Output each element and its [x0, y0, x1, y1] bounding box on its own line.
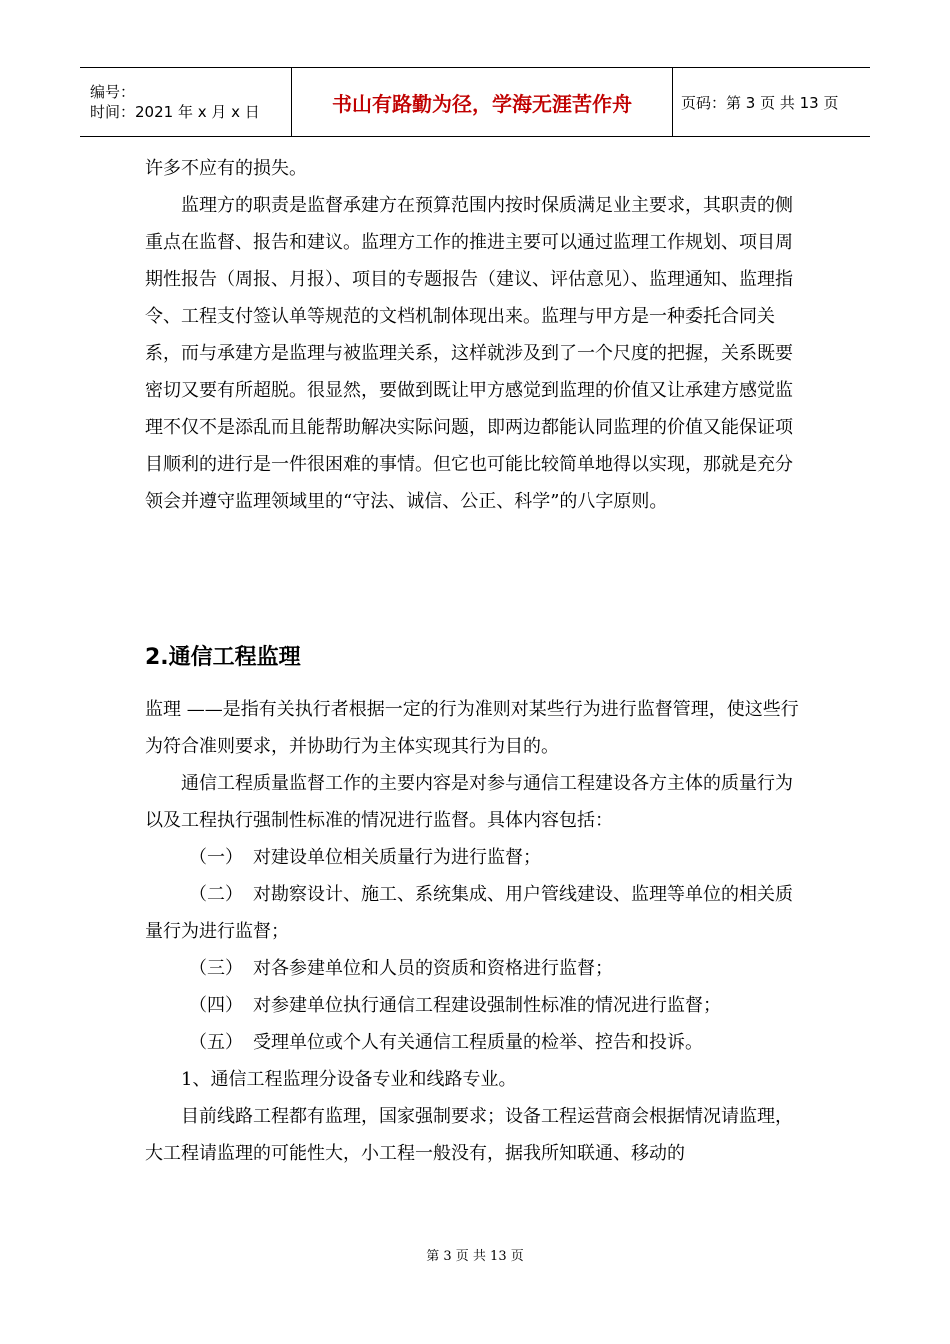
list-item: （三） 对各参建单位和人员的资质和资格进行监督；	[189, 958, 613, 979]
list-item: （一） 对建设单位相关质量行为进行监督；	[189, 847, 541, 868]
header-page-info: 页码：第 3 页 共 13 页	[673, 68, 871, 137]
document-header	[80, 67, 870, 137]
date-label: 时间：2021 年 x 月 x 日	[90, 103, 260, 121]
document-body	[145, 150, 810, 1172]
header-motto: 书山有路勤为径，学海无涯苦作舟	[292, 68, 673, 137]
paragraph: 监理方的职责是监督承建方在预算范围内按时保质满足业主要求，其职责的侧重点在监督、报告和建议。监理方工作的推进主要可以通过监理工作规划、项目周期性报告（周报、月报）、项目的专题报告（建议、评估意见）、监理通知、监理指令、工程支付签认单等规范的文档机制体现出来。监理与甲方是一种委托合同关系，而与承建方是监理与被监理关系，这样就涉及到了一个尺度的把握，关系既要密切又要有所超脱。很显然，要做到既让甲方感觉到监理的价值又让承建方感觉监理不仅不是添乱而且能帮助解决实际问题，即两边都能认同监理的价值又能保证项目顺利的进行是一件很困难的事情。但它也可能比较简单地得以实现，那就是充分领会并遵守监理领域里的“守法、诚信、公正、科学”的八字原则。	[145, 195, 793, 512]
paragraph: 许多不应有的损失。	[145, 158, 307, 179]
paragraph: 通信工程质量监督工作的主要内容是对参与通信工程建设各方主体的质量行为以及工程执行强制性标准的情况进行监督。具体内容包括：	[145, 773, 793, 831]
list-item: （五） 受理单位或个人有关通信工程质量的检举、控告和投诉。	[189, 1032, 703, 1053]
header-meta	[80, 68, 292, 137]
number-label: 编号：	[90, 83, 136, 101]
section-heading: 2.通信工程监理	[145, 645, 301, 670]
paragraph: 监理 ——是指有关执行者根据一定的行为准则对某些行为进行监督管理，使这些行为符合准则要求，并协助行为主体实现其行为目的。	[145, 699, 799, 757]
list-item: （二） 对勘察设计、施工、系统集成、用户管线建设、监理等单位的相关质量行为进行监督；	[145, 884, 793, 942]
paragraph: 目前线路工程都有监理，国家强制要求；设备工程运营商会根据情况请监理，大工程请监理的可能性大，小工程一般没有，据我所知联通、移动的	[145, 1106, 793, 1164]
paragraph: 1、通信工程监理分设备专业和线路专业。	[181, 1069, 517, 1090]
page-footer: 第 3 页 共 13 页	[426, 1249, 524, 1264]
list-item: （四） 对参建单位执行通信工程建设强制性标准的情况进行监督；	[189, 995, 721, 1016]
